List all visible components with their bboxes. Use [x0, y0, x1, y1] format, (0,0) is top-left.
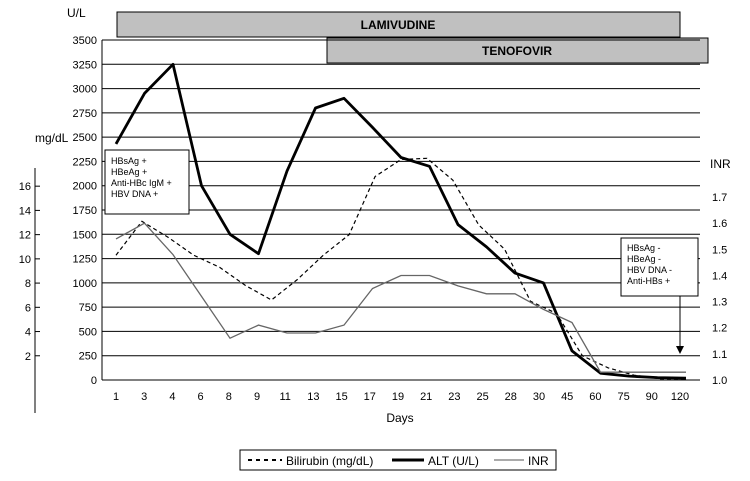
x-tick-label: 1: [112, 391, 120, 403]
x-tick-label: 30: [532, 391, 546, 403]
drug-bars: [117, 12, 708, 63]
lamivudine-label: LAMIVUDINE: [360, 18, 436, 32]
annotation-initial-line: Anti-HBc IgM +: [111, 178, 172, 188]
annotation-initial-line: HBeAg +: [111, 167, 148, 177]
alt-tick-label: 2250: [72, 156, 97, 169]
alt-axis-ticks: [73, 35, 97, 387]
x-tick-label: 75: [617, 391, 630, 403]
legend-inr-label: INR: [528, 454, 549, 468]
bilirubin-tick-label: 2: [24, 350, 31, 363]
inr-tick-label: 1.0: [712, 375, 728, 387]
x-tick-label: 60: [589, 391, 602, 403]
annotation-final: [621, 238, 698, 354]
x-tick-label: 8: [225, 391, 232, 403]
annotation-initial-line: HBV DNA +: [111, 189, 159, 199]
alt-tick-label: 500: [78, 326, 97, 339]
alt-tick-label: 3500: [72, 35, 97, 47]
x-tick-label: 3: [141, 391, 148, 403]
alt-tick-label: 2750: [72, 107, 97, 120]
bilirubin-tick-label: 14: [18, 205, 31, 218]
alt-axis-title: U/L: [67, 6, 86, 20]
bilirubin-axis-ticks: [19, 181, 40, 363]
x-tick-label: 19: [391, 391, 405, 403]
x-tick-label: 21: [420, 391, 433, 403]
inr-tick-label: 1.4: [712, 270, 728, 283]
x-tick-label: 28: [504, 391, 517, 403]
annotation-final-line: HBV DNA -: [627, 265, 673, 275]
x-tick-label: 23: [448, 391, 461, 403]
bilirubin-tick-label: 10: [18, 253, 31, 266]
x-tick-label: 6: [197, 391, 204, 403]
gridlines: [102, 40, 700, 380]
alt-tick-label: 0: [90, 375, 97, 387]
bilirubin-tick-label: 12: [18, 229, 31, 242]
inr-axis-ticks: [712, 192, 727, 387]
x-axis-ticks: [113, 391, 689, 403]
bilirubin-axis-title: mg/dL: [35, 131, 69, 145]
legend-bilirubin-label: Bilirubin (mg/dL): [286, 454, 374, 468]
x-tick-label: 120: [670, 391, 690, 403]
x-tick-label: 90: [645, 391, 658, 403]
x-tick-label: 9: [253, 391, 261, 403]
annotation-initial: [105, 150, 189, 214]
legend: [240, 450, 556, 470]
annotation-initial-line: HBsAg +: [111, 156, 147, 166]
alt-tick-label: 750: [78, 302, 97, 315]
series-line-dashed: [116, 158, 686, 378]
alt-tick-label: 2000: [72, 180, 97, 193]
legend-alt-label: ALT (U/L): [428, 454, 479, 468]
bilirubin-tick-label: 8: [24, 278, 31, 291]
x-tick-label: 13: [307, 391, 320, 403]
x-tick-label: 15: [335, 391, 348, 403]
bilirubin-tick-label: 16: [18, 181, 31, 194]
x-axis-title: Days: [386, 411, 414, 425]
x-tick-label: 25: [476, 391, 489, 403]
inr-tick-label: 1.6: [712, 218, 728, 231]
inr-axis-title: INR: [710, 157, 731, 171]
bilirubin-tick-label: 6: [24, 302, 31, 315]
x-tick-label: 17: [363, 391, 376, 403]
annotation-final-line: HBeAg -: [627, 254, 662, 264]
alt-tick-label: 3250: [72, 59, 97, 72]
series-line-thin: [116, 223, 686, 372]
annotation-final-line: HBsAg -: [627, 243, 661, 253]
tenofovir-label: TENOFOVIR: [481, 44, 553, 58]
alt-tick-label: 1500: [72, 229, 97, 242]
inr-tick-label: 1.2: [712, 322, 728, 335]
inr-tick-label: 1.7: [712, 192, 728, 205]
alt-tick-label: 3000: [72, 83, 97, 96]
alt-tick-label: 1000: [72, 277, 97, 290]
alt-tick-label: 1750: [72, 205, 97, 217]
inr-tick-label: 1.5: [712, 244, 728, 257]
alt-tick-label: 250: [78, 350, 97, 363]
x-tick-label: 45: [561, 391, 574, 403]
alt-tick-label: 1250: [72, 253, 97, 266]
annotation-arrow-head: [676, 346, 684, 354]
annotation-final-line: Anti-HBs +: [627, 276, 671, 286]
x-tick-label: 4: [169, 391, 176, 403]
alt-tick-label: 2500: [72, 132, 97, 145]
bilirubin-tick-label: 4: [24, 326, 31, 339]
inr-tick-label: 1.1: [712, 348, 728, 361]
inr-tick-label: 1.3: [712, 296, 728, 309]
x-tick-label: 11: [279, 391, 291, 403]
